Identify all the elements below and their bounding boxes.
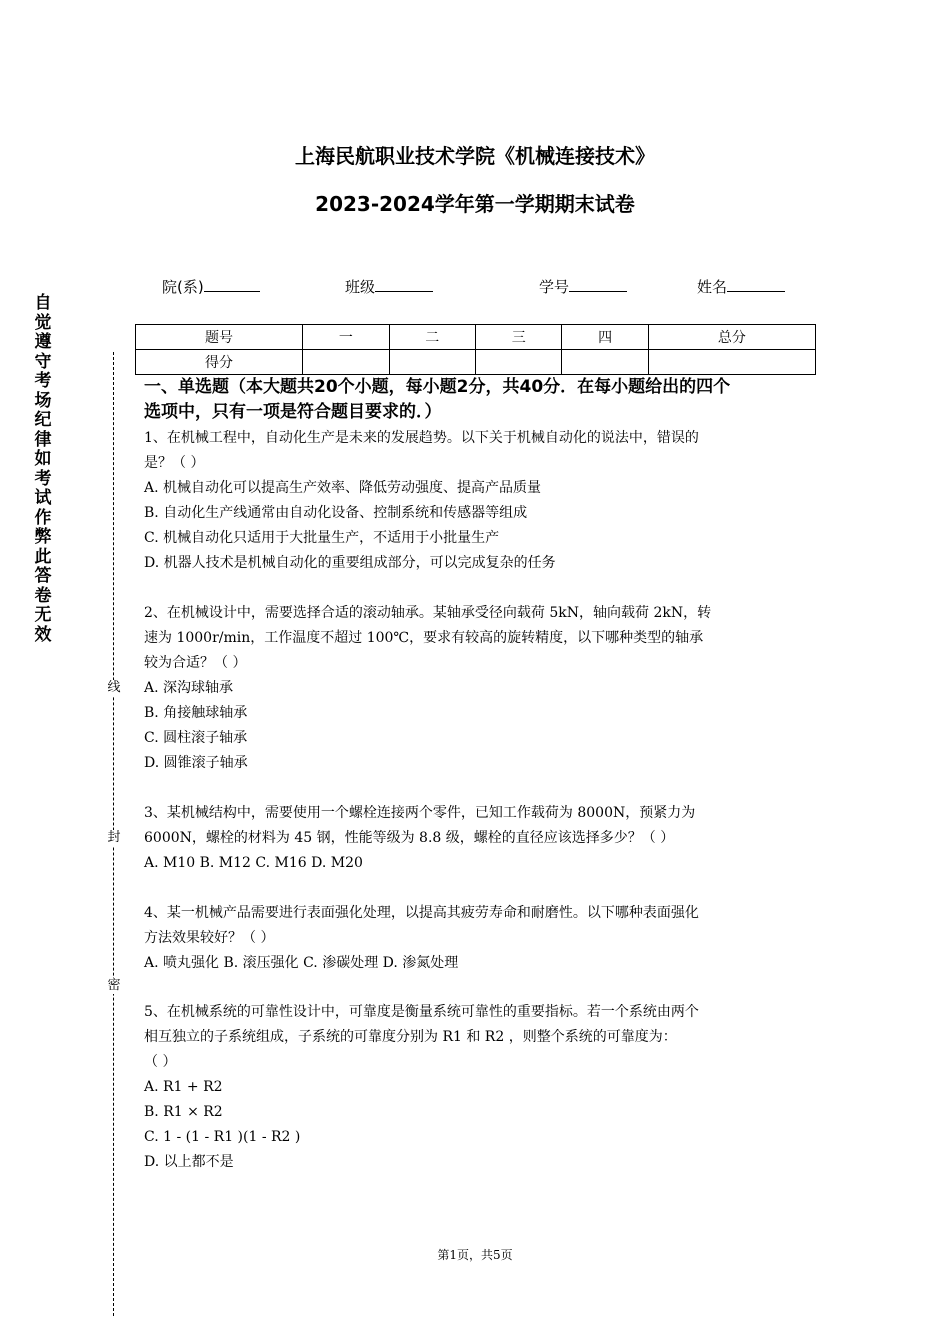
score-cell[interactable] [562, 350, 648, 375]
section-heading [144, 375, 814, 425]
section-heading-line: 一、单选题（本大题共20个小题，每小题2分，共40分．在每小题给出的四个 [144, 377, 731, 397]
score-table-score-row [136, 350, 816, 375]
question-3-options: A. M10 B. M12 C. M16 D. M20 [144, 855, 363, 871]
score-table-header-cell: 四 [562, 325, 648, 350]
score-table-header-row [136, 325, 816, 350]
question-5-option-a: A. R1 + R2 [144, 1079, 223, 1095]
question-5-text: （ ） [144, 1054, 177, 1070]
question-4-text: 4、某一机械产品需要进行表面强化处理，以提高其疲劳寿命和耐磨性。以下哪种表面强化 [144, 905, 699, 921]
question-2-option-b: B. 角接触球轴承 [144, 705, 248, 721]
side-warning: 自觉遵守考场纪律如考试作弊此答卷无效 [34, 293, 52, 645]
question-1-text: 1、在机械工程中，自动化生产是未来的发展趋势。以下关于机械自动化的说法中，错误的 [144, 430, 699, 446]
question-5-text: 5、在机械系统的可靠性设计中，可靠度是衡量系统可靠性的重要指标。若一个系统由两个 [144, 1004, 699, 1020]
seal-mark-line: 线 [104, 680, 124, 696]
score-table [135, 324, 816, 375]
question-4-text: 方法效果较好？（ ） [144, 930, 275, 946]
score-table-header-cell: 题号 [136, 325, 303, 350]
score-table-header-cell: 三 [475, 325, 561, 350]
seal-mark-seal: 封 [104, 830, 124, 846]
class-label: 班级 [345, 278, 376, 296]
question-2-text: 较为合适？（ ） [144, 655, 247, 671]
question-3-text: 6000N，螺栓的材料为 45 钢，性能等级为 8.8 级，螺栓的直径应该选择多少？（ ） [144, 830, 675, 846]
exam-title-line2: 2023-2024学年第一学期期末试卷 [315, 192, 635, 216]
question-2-text: 2、在机械设计中，需要选择合适的滚动轴承。某轴承受径向载荷 5kN，轴向载荷 2kN，转 [144, 605, 712, 621]
score-cell[interactable] [648, 350, 815, 375]
question-1-option-a: A. 机械自动化可以提高生产效率、降低劳动强度、提高产品质量 [144, 480, 542, 496]
name-blank[interactable] [727, 277, 785, 292]
question-1-option-b: B. 自动化生产线通常由自动化设备、控制系统和传感器等组成 [144, 505, 528, 521]
score-cell[interactable] [389, 350, 475, 375]
question-2-option-c: C. 圆柱滚子轴承 [144, 730, 248, 746]
section-heading-line: 选项中，只有一项是符合题目要求的．） [144, 402, 442, 422]
question-4-options: A. 喷丸强化 B. 滚压强化 C. 渗碳处理 D. 渗氮处理 [144, 955, 459, 971]
student-id-field [539, 276, 627, 297]
page-footer: 第1页，共5页 [437, 1248, 513, 1262]
score-table-header-cell: 一 [303, 325, 389, 350]
department-label: 院(系) [162, 278, 204, 296]
question-2-text: 速为 1000r/min，工作温度不超过 100℃，要求有较高的旋转精度，以下哪种类型的轴承 [144, 630, 704, 646]
question-2-option-d: D. 圆锥滚子轴承 [144, 755, 248, 771]
score-table-header-cell: 二 [389, 325, 475, 350]
score-table-header-cell: 总分 [648, 325, 815, 350]
question-5-option-d: D. 以上都不是 [144, 1154, 234, 1170]
name-label: 姓名 [697, 278, 728, 296]
class-field [345, 276, 433, 297]
question-5-text: 相互独立的子系统组成，子系统的可靠度分别为 R1 和 R2 ，则整个系统的可靠度为： [144, 1029, 677, 1045]
class-blank[interactable] [375, 277, 433, 292]
score-cell[interactable] [475, 350, 561, 375]
score-cell[interactable] [303, 350, 389, 375]
question-5-option-c: C. 1 - (1 - R1 )(1 - R2 ) [144, 1129, 301, 1145]
name-field [697, 276, 785, 297]
score-table-row-label: 得分 [136, 350, 303, 375]
question-1-option-d: D. 机器人技术是机械自动化的重要组成部分，可以完成复杂的任务 [144, 555, 556, 571]
seal-mark-secret: 密 [104, 978, 124, 994]
question-1-text: 是？（ ） [144, 455, 205, 471]
student-id-label: 学号 [539, 278, 570, 296]
student-id-blank[interactable] [569, 277, 627, 292]
exam-title-line1: 上海民航职业技术学院《机械连接技术》 [295, 144, 655, 168]
department-field [162, 276, 260, 297]
question-2-option-a: A. 深沟球轴承 [144, 680, 234, 696]
department-blank[interactable] [204, 277, 260, 292]
question-3-text: 3、某机械结构中，需要使用一个螺栓连接两个零件，已知工作载荷为 8000N，预紧力为 [144, 805, 696, 821]
question-1-option-c: C. 机械自动化只适用于大批量生产，不适用于小批量生产 [144, 530, 500, 546]
question-5-option-b: B. R1 × R2 [144, 1104, 223, 1120]
